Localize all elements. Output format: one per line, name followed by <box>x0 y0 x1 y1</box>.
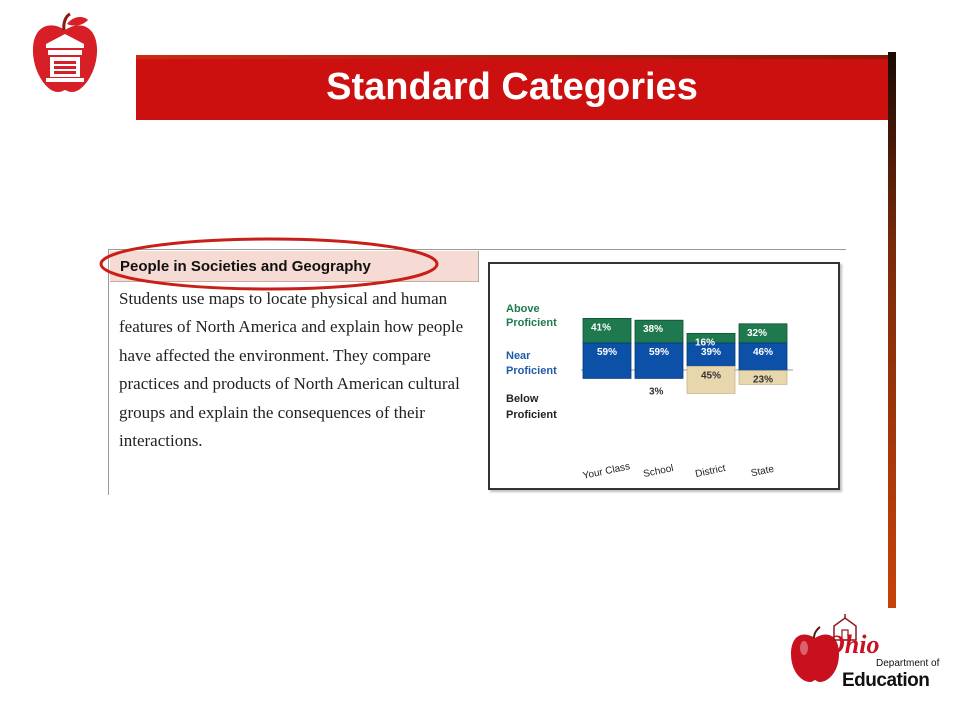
bar-label-near: 39% <box>701 347 722 358</box>
title-bar <box>136 55 888 120</box>
bar-label-above: 16% <box>695 337 716 349</box>
level-label-line1: Below <box>506 393 539 405</box>
proficiency-chart <box>488 262 840 490</box>
department-of-text: Department of <box>876 658 940 669</box>
bar-label-near: 46% <box>753 347 774 358</box>
category-label: Your Class <box>581 461 632 482</box>
heading-cell-divider <box>478 251 479 282</box>
bar-label-below: 3% <box>649 386 664 398</box>
section-heading: People in Societies and Geography <box>120 258 371 275</box>
level-label-line2: Proficient <box>506 409 557 421</box>
level-label-line1: Near <box>506 350 531 362</box>
highlight-ellipse <box>98 236 448 292</box>
category-label: District <box>694 462 727 481</box>
right-decorative-strip <box>888 52 896 608</box>
bar-label-below: 23% <box>753 374 774 386</box>
category-label: State <box>749 463 776 480</box>
category-label: School <box>642 462 675 481</box>
slide-title: Standard Categories <box>326 66 698 108</box>
level-label-line2: Proficient <box>506 365 557 377</box>
level-label-line1: Above <box>506 303 540 315</box>
bar-label-near: 59% <box>597 347 618 358</box>
bar-label-above: 38% <box>643 324 664 336</box>
standard-description: Students use maps to locate physical and human features of North America and explain how people have affected the environment. They compare practices and products of North American cultural groups and explain the consequences of their interactions. <box>119 289 464 451</box>
title-bar-top-edge <box>136 55 888 59</box>
education-text: Education <box>842 670 930 691</box>
bar-label-above: 41% <box>591 322 612 334</box>
level-label-line2: Proficient <box>506 317 557 329</box>
proficiency-chart-svg <box>490 264 838 488</box>
bar-label-above: 32% <box>747 327 768 339</box>
apple-logo-icon <box>30 12 100 96</box>
bar-label-below: 45% <box>701 370 722 382</box>
ohio-education-logo <box>790 612 940 696</box>
bar-label-near: 59% <box>649 347 670 358</box>
ohio-script-text: Ohio <box>826 630 880 659</box>
